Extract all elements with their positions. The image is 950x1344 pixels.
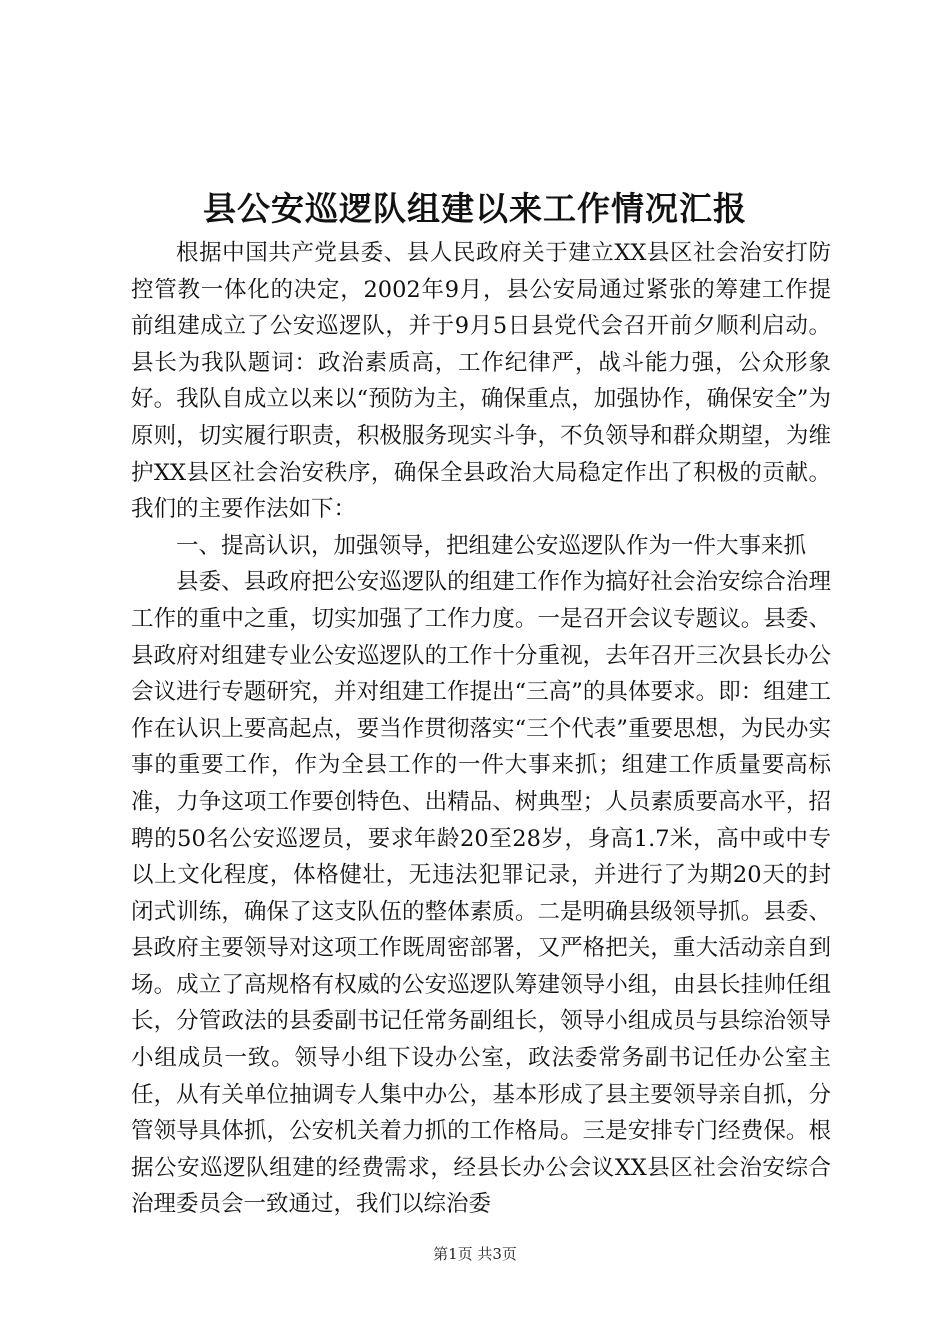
document-title: 县公安巡逻队组建以来工作情况汇报 <box>203 189 747 228</box>
document-body <box>131 235 831 1223</box>
intro-paragraph: 根据中国共产党县委、县人民政府关于建立XX县区社会治安打防控管教一体化的决定，2002年9月，县公安局通过紧张的筹建工作提前组建成立了公安巡逻队，并于9月5日县党代会召开前夕顺利启动。县长为我队题词：政治素质高，工作纪律严，战斗能力强，公众形象好。我队自成立以来以“预防为主，确保重点，加强协作，确保安全”为原则，切实履行职责，积极服务现实斗争，不负领导和群众期望，为维护XX县区社会治安秩序，确保全县政治大局稳定作出了积极的贡献。我们的主要作法如下： <box>131 240 831 523</box>
section-paragraph-1: 县委、县政府把公安巡逻队的组建工作作为搞好社会治安综合治理工作的重中之重，切实加强了工作力度。一是召开会议专题议。县委、县政府对组建专业公安巡逻队的工作十分重视，去年召开三次县长办公会议进行专题研究，并对组建工作提出“三高”的具体要求。即：组建工作在认识上要高起点，要当作贯彻落实“三个代表”重要思想，为民办实事的重要工作，作为全县工作的一件大事来抓；组建工作质量要高标准，力争这项工作要创特色、出精品、树典型；人员素质要高水平，招聘的50名公安巡逻员，要求年龄20至28岁，身高1.7米，高中或中专以上文化程度，体格健壮，无违法犯罪记录，并进行了为期20天的封闭式训练，确保了这支队伍的整体素质。二是明确县级领导抓。县委、县政府主要领导对这项工作既周密部署，又严格把关，重大活动亲自到场。成立了高规格有权威的公安巡逻队筹建领导小组，由县长挂帅任组长，分管政法的县委副书记任常务副组长，领导小组成员与县综治领导小组成员一致。领导小组下设办公室，政法委常务副书记任办公室主任，从有关单位抽调专人集中办公，基本形成了县主要领导亲自抓，分管领导具体抓，公安机关着力抓的工作格局。三是安排专门经费保。根据公安巡逻队组建的经费需求，经县长办公会议XX县区社会治安综合治理委员会一致通过，我们以综治委 <box>131 569 831 1218</box>
section-heading-1: 一、提高认识，加强领导，把组建公安巡逻队作为一件大事来抓 <box>176 532 807 559</box>
page-number-footer: 第1页 共3页 <box>433 1245 517 1263</box>
